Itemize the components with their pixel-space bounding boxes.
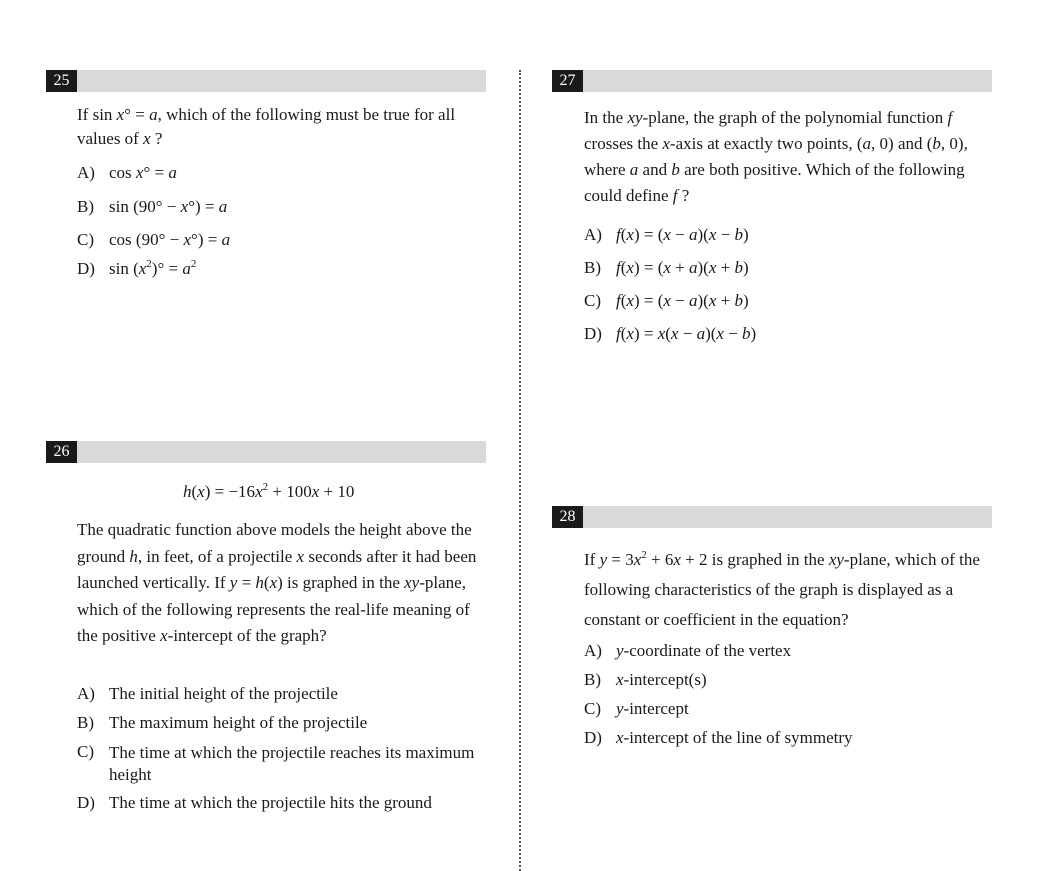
- choice-c[interactable]: C) The time at which the projectile reaches its maximum height: [77, 742, 475, 784]
- choice-b[interactable]: B) sin (90° − x°) = a: [77, 197, 228, 216]
- choice-d[interactable]: D) $\sin (x^2)^\circ = a^2$: [77, 258, 197, 278]
- choice-a[interactable]: A) y-coordinate of the vertex: [584, 641, 792, 660]
- choice-c[interactable]: C) f(x) = (x − a)(x + b): [584, 291, 749, 310]
- choice-a[interactable]: A) f(x) = (x − a)(x − b): [584, 225, 749, 244]
- question-stem: If $y = 3x^2 + 6x + 2$ is graphed in the xy-plane, which of the following characteristics of the graph is displayed as a constant or coefficient in the equation?: [584, 549, 980, 629]
- question-stem: The quadratic function above models the height above the ground h, in feet, of a projectile x seconds after it had been launched vertically. If y = h(x) is graphed in the xy-plane, which of the following represents the real-life meaning of the positive x-intercept of the graph?: [77, 520, 477, 645]
- question-number: 26: [46, 441, 77, 463]
- choice-a[interactable]: A) The initial height of the projectile: [77, 684, 338, 703]
- choice-b[interactable]: B) x-intercept(s): [584, 670, 707, 689]
- choice-c[interactable]: C) y-intercept: [584, 699, 689, 718]
- function-equation: $h(x) = -16x^2 + 100x + 10$: [183, 481, 355, 501]
- choice-d[interactable]: D) f(x) = x(x − a)(x − b): [584, 324, 757, 343]
- question-number: 27: [552, 70, 583, 92]
- question-header-bar: [552, 70, 992, 92]
- question-header-bar: [46, 70, 486, 92]
- choice-b[interactable]: B) The maximum height of the projectile: [77, 713, 368, 732]
- question-stem: In the xy-plane, the graph of the polynomial function f crosses the x-axis at exactly two points, (a, 0) and (b, 0), where a and b are both positive. Which of the following could define f ?: [584, 108, 968, 205]
- question-stem: If sin x° = a, which of the following must be true for all values of x ?: [77, 105, 456, 148]
- choice-c[interactable]: C) cos (90° − x°) = a: [77, 230, 231, 249]
- choice-d[interactable]: D) The time at which the projectile hits the ground: [77, 793, 432, 812]
- choice-d[interactable]: D) x-intercept of the line of symmetry: [584, 728, 853, 747]
- question-number: 28: [552, 506, 583, 528]
- column-divider: [519, 70, 521, 871]
- choice-a[interactable]: A) cos x° = a: [77, 163, 177, 182]
- question-header-bar: [46, 441, 486, 463]
- choice-b[interactable]: B) f(x) = (x + a)(x + b): [584, 258, 749, 277]
- question-number: 25: [46, 70, 77, 92]
- question-header-bar: [552, 506, 992, 528]
